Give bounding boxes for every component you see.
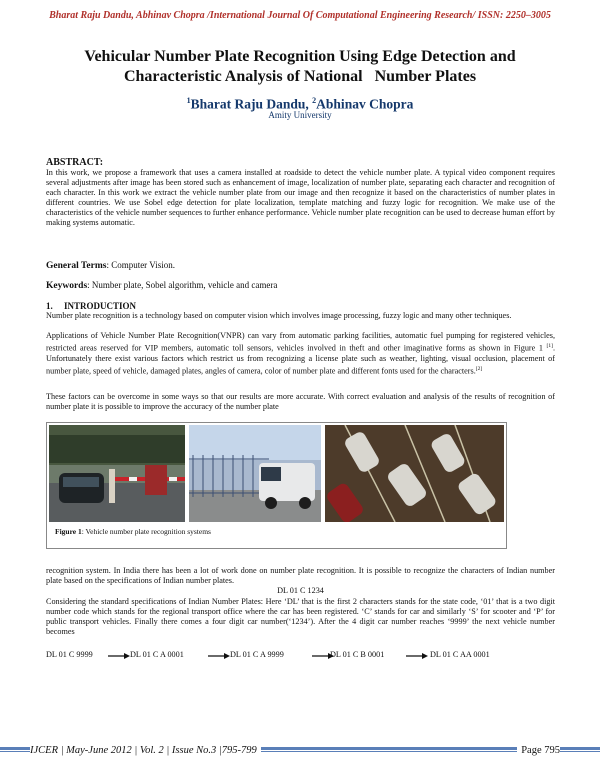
intro-paragraph-3: These factors can be overcome in some ways so that our results are more accurate. With correct evaluation and analysis of the results of recognition of number plate it is possible to improve the accuracy of the number plate bbox=[46, 392, 555, 411]
continued-paragraph-1: recognition system. In India there has been a lot of work done on number plate recognition. It is possible to recognize the characters of Indian number plate based on the specifications of Indian number plates. bbox=[46, 566, 555, 585]
section-number: 1. bbox=[46, 301, 53, 311]
arrow-right-icon bbox=[406, 653, 428, 659]
general-terms-value: : Computer Vision. bbox=[106, 260, 175, 270]
footer-citation: IJCER | May-June 2012 | Vol. 2 | Issue No.3 |795-799 bbox=[30, 745, 261, 757]
section-heading bbox=[46, 301, 136, 311]
author-1-marker: 1 bbox=[186, 96, 191, 105]
arrow-right-icon bbox=[108, 653, 130, 659]
paper-title bbox=[40, 47, 560, 87]
example-plate: DL 01 C 1234 bbox=[277, 586, 324, 595]
abstract-text: In this work, we propose a framework that uses a camera installed at roadside to detect the vehicle number plate. A typical video component requires several adjustments after image has been stored such as enhancement of image, localization of number plate, separating each character and recognition of each character. In this work we extract the vehicle number plate from our image and then recognize it based on the characteristics of number plates in different countries. We use Sobel edge detection for plate localization, template matching and fuzzy logic for recognition. We make use of the characteristics of the vehicle number sequences to further enhance performance. Vehicle number plate recognition can be used to decrease human effort by making systems automatic. bbox=[46, 168, 555, 227]
intro-paragraph-2 bbox=[46, 331, 555, 376]
plate-sequence-item: DL 01 C AA 0001 bbox=[430, 650, 490, 659]
general-terms bbox=[46, 260, 175, 272]
figure-photo-gate-van bbox=[189, 425, 321, 522]
arrow-right-icon bbox=[208, 653, 230, 659]
intro-paragraph-2-text-a: Applications of Vehicle Number Plate Recognition(VNPR) can vary from automatic parking facilities, automatic fuel pumping for registered vehicles, restricted areas reserved for VIP members, automatic toll sensors, vehicles involved in theft and other imaginative forms as shown in Figure 1 bbox=[46, 331, 555, 353]
figure-1 bbox=[46, 422, 507, 549]
author-2-marker: 2 bbox=[312, 96, 317, 105]
figure-1-label: Figure 1 bbox=[55, 527, 82, 536]
keywords-label: Keywords bbox=[46, 281, 88, 291]
citation-ref-2: [2] bbox=[475, 365, 483, 372]
intro-paragraph-1: Number plate recognition is a technology based on computer vision which involves image processing, fuzzy logic and many other techniques. bbox=[46, 311, 512, 320]
plate-sequence bbox=[46, 650, 566, 662]
plate-sequence-item: DL 01 C B 0001 bbox=[330, 650, 385, 659]
page-number: Page 795 bbox=[517, 745, 560, 757]
keywords bbox=[46, 280, 277, 292]
continued-paragraph-2: Considering the standard specifications of Indian Number Plates: Here ‘DL’ that is the first 2 characters stands for the state code, ‘01’ that is a two digit number code which stands for the regional transport office where the car has been registered. ‘C’ stands for car and similarly ‘S’ for scooter and ‘P’ for public transport vehicles. Finally there comes a four digit car number(‘1234’). After the 4 digit car number reaches ‘9999’ the next vehicle number becomes bbox=[46, 597, 555, 636]
plate-sequence-item: DL 01 C A 9999 bbox=[230, 650, 284, 659]
title-line-1: Vehicular Number Plate Recognition Using Edge Detection and bbox=[84, 48, 516, 65]
affiliation: Amity University bbox=[268, 110, 332, 120]
running-head: Bharat Raju Dandu, Abhinav Chopra /International Journal Of Computational Engineering Research/ ISSN: 2250–3005 bbox=[49, 10, 551, 21]
figure-photo-parking-barrier bbox=[49, 425, 185, 522]
plate-sequence-item: DL 01 C 9999 bbox=[46, 650, 93, 659]
figure-1-caption bbox=[55, 527, 211, 537]
abstract-heading: ABSTRACT: bbox=[46, 157, 104, 168]
keywords-value: : Number plate, Sobel algorithm, vehicle and camera bbox=[87, 280, 278, 290]
figure-1-caption-text: : Vehicle number plate recognition systems bbox=[81, 527, 211, 536]
author-2-name: Abhinav Chopra bbox=[316, 96, 414, 112]
section-title: INTRODUCTION bbox=[64, 301, 137, 311]
figure-photo-parked-cars bbox=[325, 425, 504, 522]
title-line-2: Characteristic Analysis of National Number Plates bbox=[123, 68, 477, 85]
citation-ref-1: [1] bbox=[546, 343, 553, 349]
plate-sequence-item: DL 01 C A 0001 bbox=[130, 650, 184, 659]
general-terms-label: General Terms bbox=[46, 261, 107, 271]
intro-paragraph-2-text-b: . Unfortunately there exist various factors which restrict us from recognizing a license plate such as weather, lighting, visual occlusion, placement of number plate, speed of vehicle, damaged plates, angles of camera, color of number plate and different fonts used for the characters. bbox=[46, 343, 555, 376]
author-1-name: Bharat Raju Dandu, bbox=[190, 96, 313, 112]
